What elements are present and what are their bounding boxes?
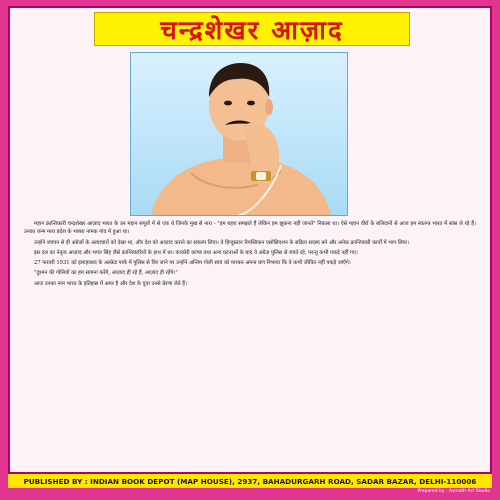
paragraph: इस दल का नेतृत्व आज़ाद और भगत सिंह जैसे क्रान्तिकारियों के हाथ में था। काकोरी काण्ड तथा अन्य घटनाओं के बाद वे अंग्रेज़ पुलिस से बचते रहे, परन्तु कभी पकड़े नहीं गए। bbox=[34, 249, 358, 256]
portrait-illustration bbox=[131, 53, 347, 215]
poster-content-area bbox=[8, 6, 492, 474]
biography-text bbox=[24, 220, 476, 460]
paragraph: उन्होंने बचपन से ही अंग्रेजों के अत्याचारों को देखा था, और देश को आज़ाद कराने का संकल्प लिया। वे हिन्दुस्तान रिपब्लिकन एसोसिएशन के सक्रिय सदस्य बने और अनेक क्रान्तिकारी कार्यों में भाग लिया। bbox=[34, 239, 409, 246]
poster-title: चन्द्रशेखर आज़ाद bbox=[160, 16, 344, 46]
quote-paragraph: "दुश्मन की गोलियों का हम सामना करेंगे, आज़ाद ही रहे हैं, आज़ाद ही रहेंगे।" bbox=[34, 270, 178, 277]
title-banner bbox=[94, 12, 410, 46]
paragraph: 27 फरवरी 1931 को इलाहाबाद के अल्फ्रेड पार्क में पुलिस से घिर जाने पर उन्होंने अन्तिम गोली स्वयं को मारकर अपना प्रण निभाया कि वे कभी जीवित नहीं पकड़े जाएँगे। bbox=[34, 260, 351, 266]
watermark-text: Prepared by : Azmath Art Studio bbox=[417, 489, 490, 494]
paragraph: महान क्रान्तिकारी चन्द्रशेखर आज़ाद भारत के उन महान सपूतों में से एक थे जिनके मुख से नारा - "हम बहरा समझते हैं लेकिन हम झुकना नहीं जानते" निकला था। ऐसे महान वीरों के बलिदानों से आज हम स्वतन्त्र भारत में सांस ले रहे हैं। उनका जन्म मध्य प्रदेश के भाबरा नामक गांव में हुआ था। bbox=[24, 221, 476, 236]
publisher-strip bbox=[8, 474, 492, 488]
paragraph: आज उनका नाम भारत के इतिहास में अमर है और देश के युवा उनसे प्रेरणा लेते हैं। bbox=[34, 280, 187, 287]
portrait-image bbox=[130, 52, 348, 216]
publisher-text: PUBLISHED BY : INDIAN BOOK DEPOT (MAP HOUSE), 2937, BAHADURGARH ROAD, SADAR BAZAR, DELHI-110006 bbox=[23, 476, 477, 486]
